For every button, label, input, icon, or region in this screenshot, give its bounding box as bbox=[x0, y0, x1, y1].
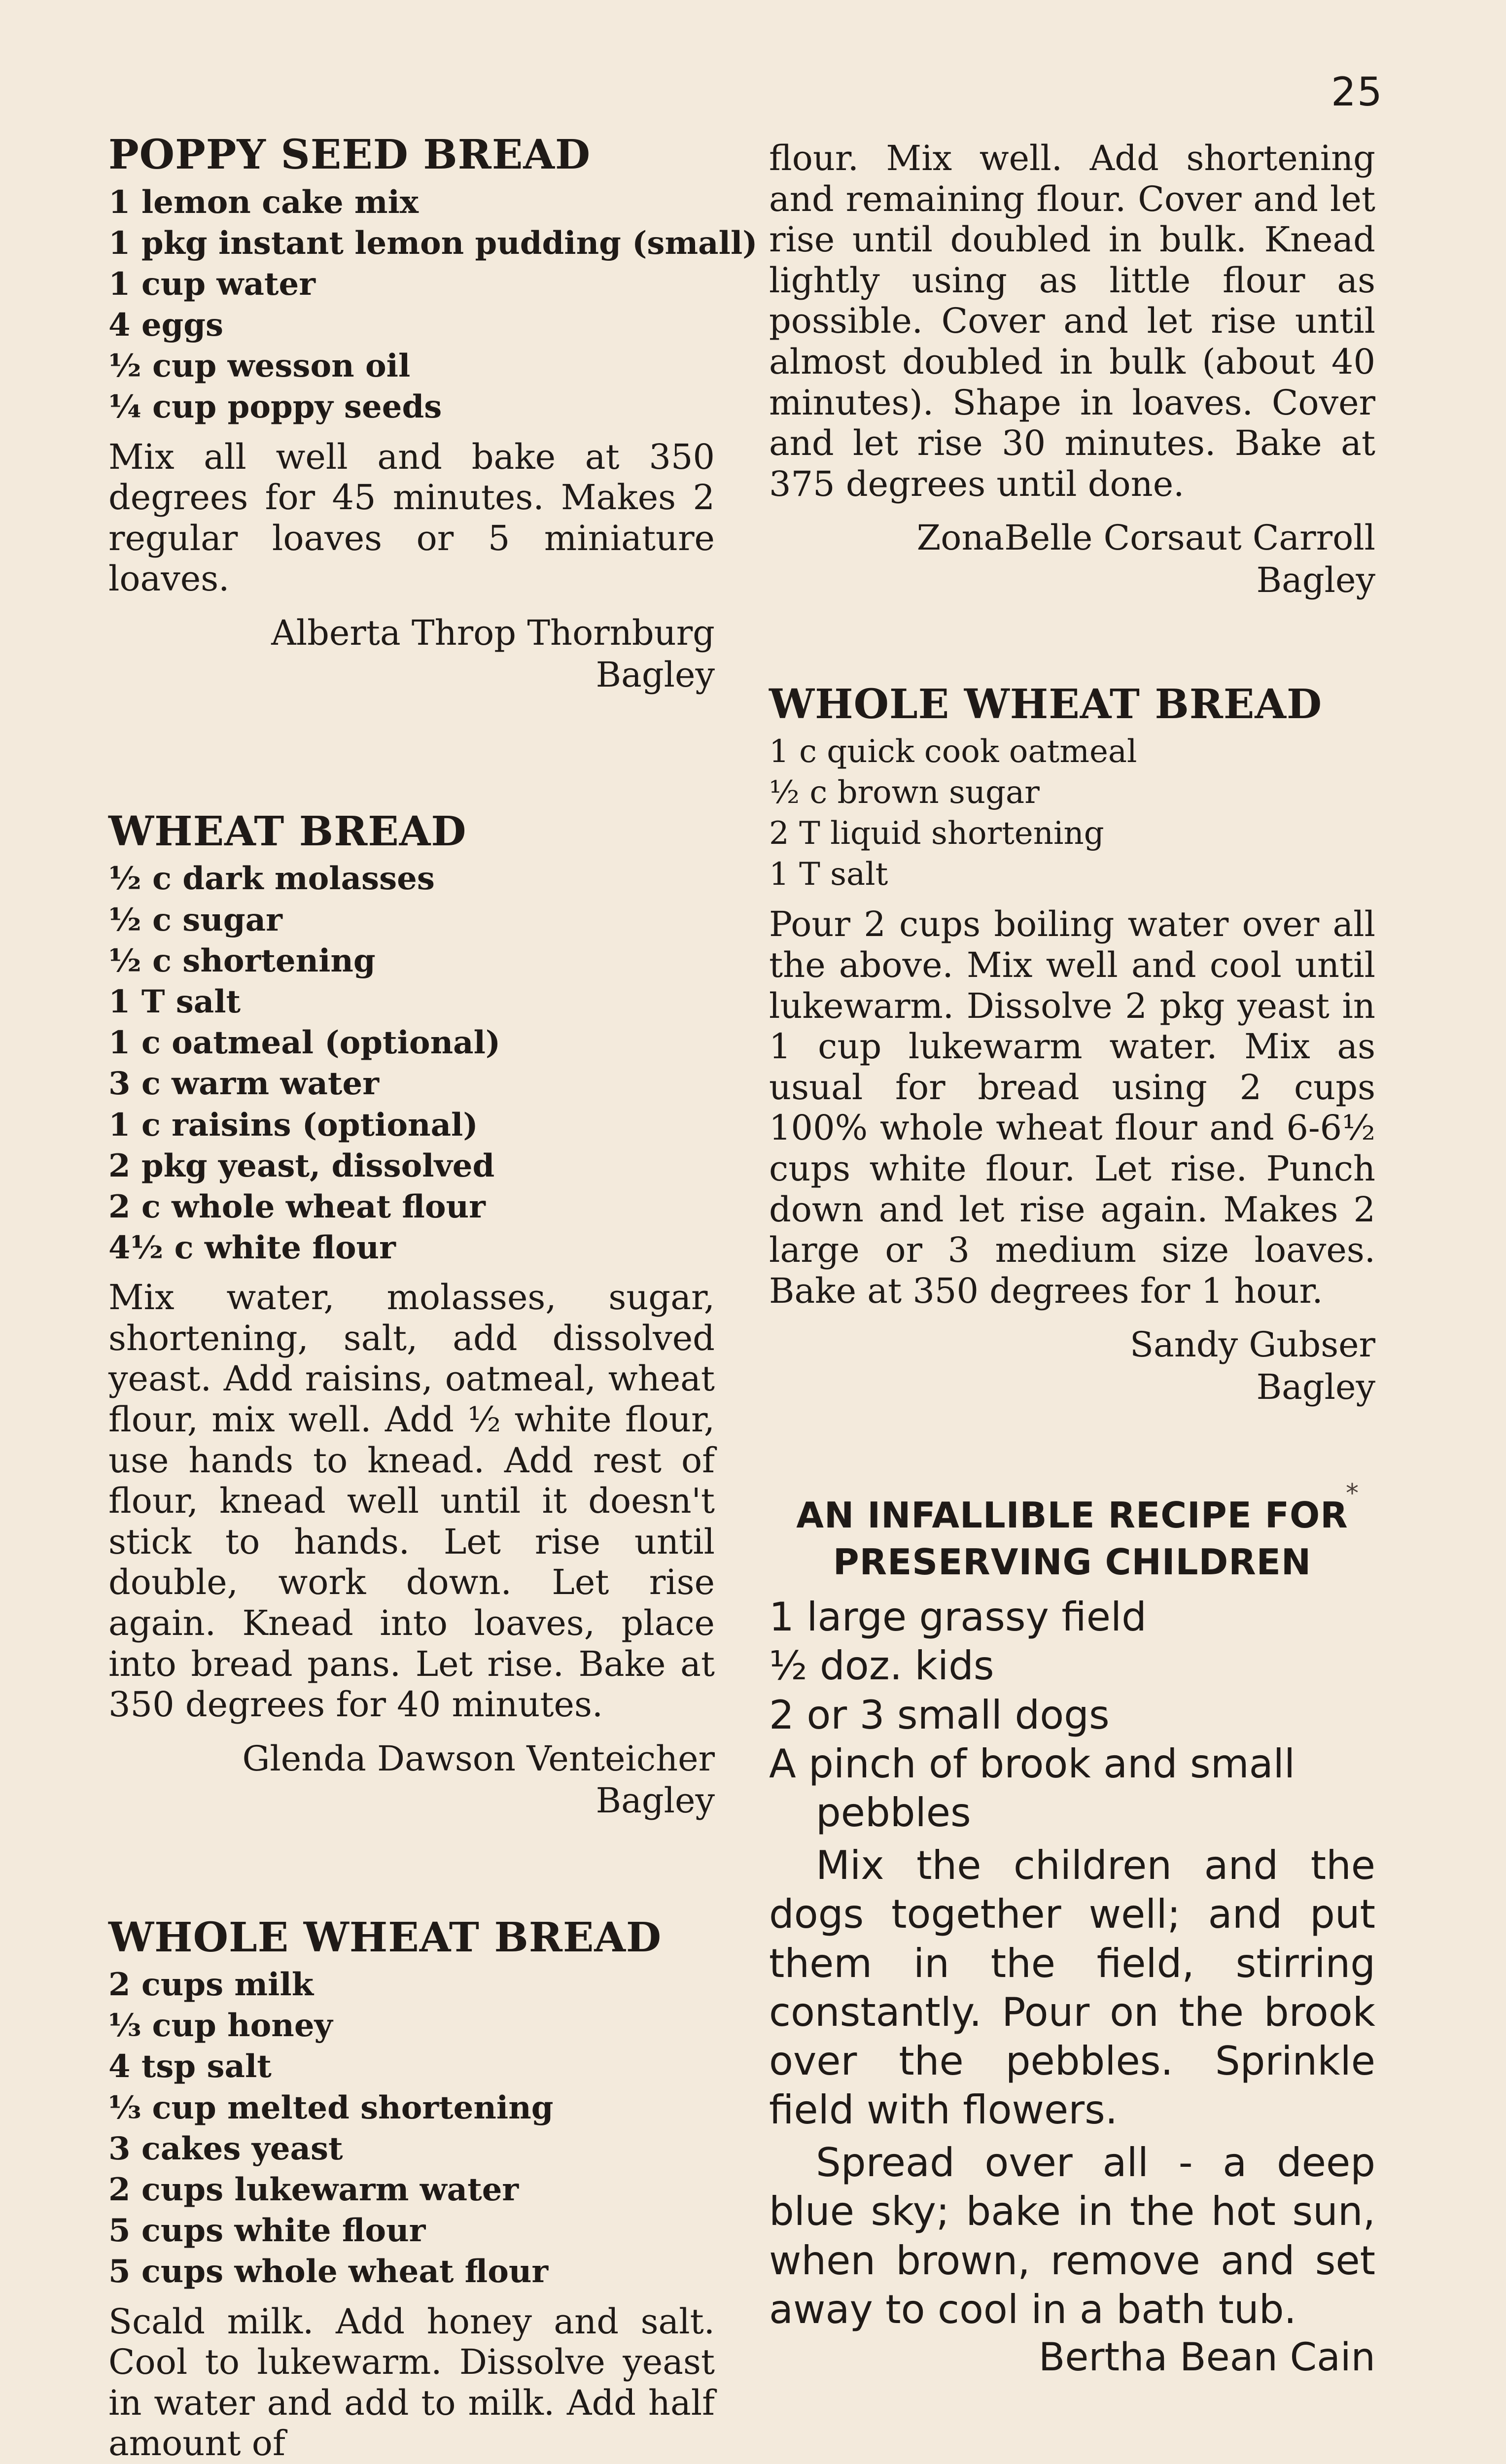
ingredient-item: 4 eggs bbox=[108, 307, 224, 344]
ingredient-item: 2 cups lukewarm water bbox=[108, 2171, 519, 2209]
ingredient-item: 3 cakes yeast bbox=[108, 2130, 343, 2167]
recipe-attribution bbox=[769, 1324, 1375, 1408]
author-name: Glenda Dawson Venteicher bbox=[242, 1738, 715, 1779]
author-location: Bagley bbox=[595, 655, 715, 695]
recipe-attribution bbox=[108, 612, 715, 696]
recipe-attribution bbox=[108, 1738, 715, 1822]
section-gap bbox=[769, 1408, 1375, 1492]
ingredient-item: ½ doz. kids bbox=[769, 1643, 994, 1689]
ingredient-item: ½ c sugar bbox=[108, 901, 282, 938]
ingredient-item: 4 tsp salt bbox=[108, 2048, 272, 2085]
recipe-title: WHEAT BREAD bbox=[108, 807, 467, 855]
ingredient-list bbox=[769, 731, 1375, 896]
ingredient-item: 1 lemon cake mix bbox=[108, 183, 419, 221]
recipe-directions-continued: flour. Mix well. Add shortening and remaining flour. Cover and let rise until doubled in bulk. Knead lightly using as little flour as possible. Cover and let rise until almost doubled in bulk (about 40 minutes). Shape in loaves. Cover and let rise 30 minutes. Bake at 375 degrees until done. bbox=[769, 138, 1375, 504]
ingredient-list bbox=[108, 1964, 715, 2292]
wheat-bread-recipe bbox=[108, 807, 715, 1822]
recipe-title: POPPY SEED BREAD bbox=[108, 131, 591, 178]
ingredient-item: ¼ cup poppy seeds bbox=[108, 388, 442, 426]
ingredient-item: 1 T salt bbox=[108, 983, 241, 1020]
margin-mark: * bbox=[1346, 1479, 1359, 1508]
ingredient-item: ½ c dark molasses bbox=[108, 860, 435, 898]
section-gap bbox=[769, 601, 1375, 683]
page-number: 25 bbox=[1331, 69, 1383, 115]
right-column bbox=[769, 138, 1375, 2382]
recipe-directions: Mix all well and bake at 350 degrees for 45 minutes. Makes 2 regular loaves or 5 miniature loaves. bbox=[108, 436, 715, 599]
ingredient-item: 2 pkg yeast, dissolved bbox=[108, 1147, 495, 1184]
recipe-directions: Pour 2 cups boiling water over all the above. Mix well and cool until lukewarm. Dissolve 2 pkg yeast in 1 cup lukewarm water. Mix as usual for bread using 2 cups 100% whole wheat flour and 6-6½ cups white flour. Let rise. Punch down and let rise again. Makes 2 large or 3 medium size loaves. Bake at 350 degrees for 1 hour. bbox=[769, 904, 1375, 1311]
ingredient-item: A pinch of brook and small pebbles bbox=[769, 1740, 1296, 1836]
ingredient-item: 5 cups whole wheat flour bbox=[108, 2253, 549, 2290]
ingredient-item: ½ cup wesson oil bbox=[108, 347, 411, 385]
ingredient-item: 1 pkg instant lemon pudding (small) bbox=[108, 224, 758, 262]
ingredient-item: 1 c raisins (optional) bbox=[108, 1106, 478, 1144]
author-name: Bertha Bean Cain bbox=[1038, 2335, 1375, 2380]
recipe-title: WHOLE WHEAT BREAD bbox=[769, 681, 1323, 729]
ingredient-item: 1 c quick cook oatmeal bbox=[769, 733, 1137, 770]
recipe-title-line-1: AN INFALLIBLE RECIPE FOR bbox=[796, 1494, 1348, 1536]
recipe-directions: Scald milk. Add honey and salt. Cool to lukewarm. Dissolve yeast in water and add to milk. Add half amount of bbox=[108, 2301, 715, 2464]
section-gap bbox=[108, 696, 715, 810]
author-location: Bagley bbox=[1256, 559, 1375, 600]
ingredient-item: 1 large grassy field bbox=[769, 1594, 1147, 1640]
author-name: Alberta Throp Thornburg bbox=[271, 613, 715, 654]
whole-wheat-bread-continuation bbox=[769, 138, 1375, 601]
ingredient-item: ½ c brown sugar bbox=[769, 774, 1040, 811]
recipe-directions: Mix water, molasses, sugar, shortening, salt, add dissolved yeast. Add raisins, oatmeal, wheat flour, mix well. Add ½ white flour, use hands to knead. Add rest of flour, knead well until it doesn't stick to hands. Let rise until double, work down. Let rise again. Knead into loaves, place into bread pans. Let rise. Bake at 350 degrees for 40 minutes. bbox=[108, 1277, 715, 1725]
ingredient-item: ½ c shortening bbox=[108, 942, 376, 979]
author-name: ZonaBelle Corsaut Carroll bbox=[916, 518, 1375, 558]
recipe-attribution bbox=[769, 517, 1375, 601]
ingredient-item: 1 cup water bbox=[108, 265, 315, 303]
ingredient-item: 2 cups milk bbox=[108, 1966, 314, 2004]
second-whole-wheat-bread-recipe bbox=[769, 683, 1375, 1408]
ingredient-item: 2 c whole wheat flour bbox=[108, 1188, 486, 1225]
ingredient-item: 4½ c white flour bbox=[108, 1229, 396, 1267]
ingredient-item: 2 T liquid shortening bbox=[769, 815, 1104, 852]
author-name: Sandy Gubser bbox=[1130, 1324, 1375, 1365]
ingredient-item: ⅓ cup honey bbox=[108, 2007, 333, 2045]
ingredient-list bbox=[108, 182, 758, 428]
ingredient-item: 1 c oatmeal (optional) bbox=[108, 1024, 501, 1062]
recipe-paragraph: Mix the children and the dogs together well; and put them in the field, stirring constantly. Pour on the brook over the pebbles. Sprinkle field with flowers. bbox=[769, 1842, 1375, 2133]
left-column bbox=[108, 131, 758, 2464]
section-gap bbox=[108, 1822, 715, 1916]
ingredient-item: 5 cups white flour bbox=[108, 2212, 426, 2250]
recipe-title-line-2: PRESERVING CHILDREN bbox=[833, 1541, 1312, 1583]
whole-wheat-bread-recipe bbox=[108, 1913, 715, 2464]
recipe-title: WHOLE WHEAT BREAD bbox=[108, 1913, 662, 1961]
author-location: Bagley bbox=[595, 1780, 715, 1821]
preserving-children-recipe bbox=[769, 1492, 1375, 2382]
ingredient-item: 1 T salt bbox=[769, 856, 888, 893]
poppy-seed-bread-recipe bbox=[108, 131, 758, 696]
ingredient-list bbox=[108, 858, 715, 1268]
ingredient-item: ⅓ cup melted shortening bbox=[108, 2089, 554, 2126]
ingredient-list bbox=[769, 1593, 1375, 1837]
recipe-paragraph: Spread over all - a deep blue sky; bake in the hot sun, when brown, remove and set away to cool in a bath tub. bbox=[769, 2140, 1375, 2332]
ingredient-item: 3 c warm water bbox=[108, 1065, 379, 1103]
author-location: Bagley bbox=[1256, 1366, 1375, 1407]
ingredient-item: 2 or 3 small dogs bbox=[769, 1692, 1110, 1738]
